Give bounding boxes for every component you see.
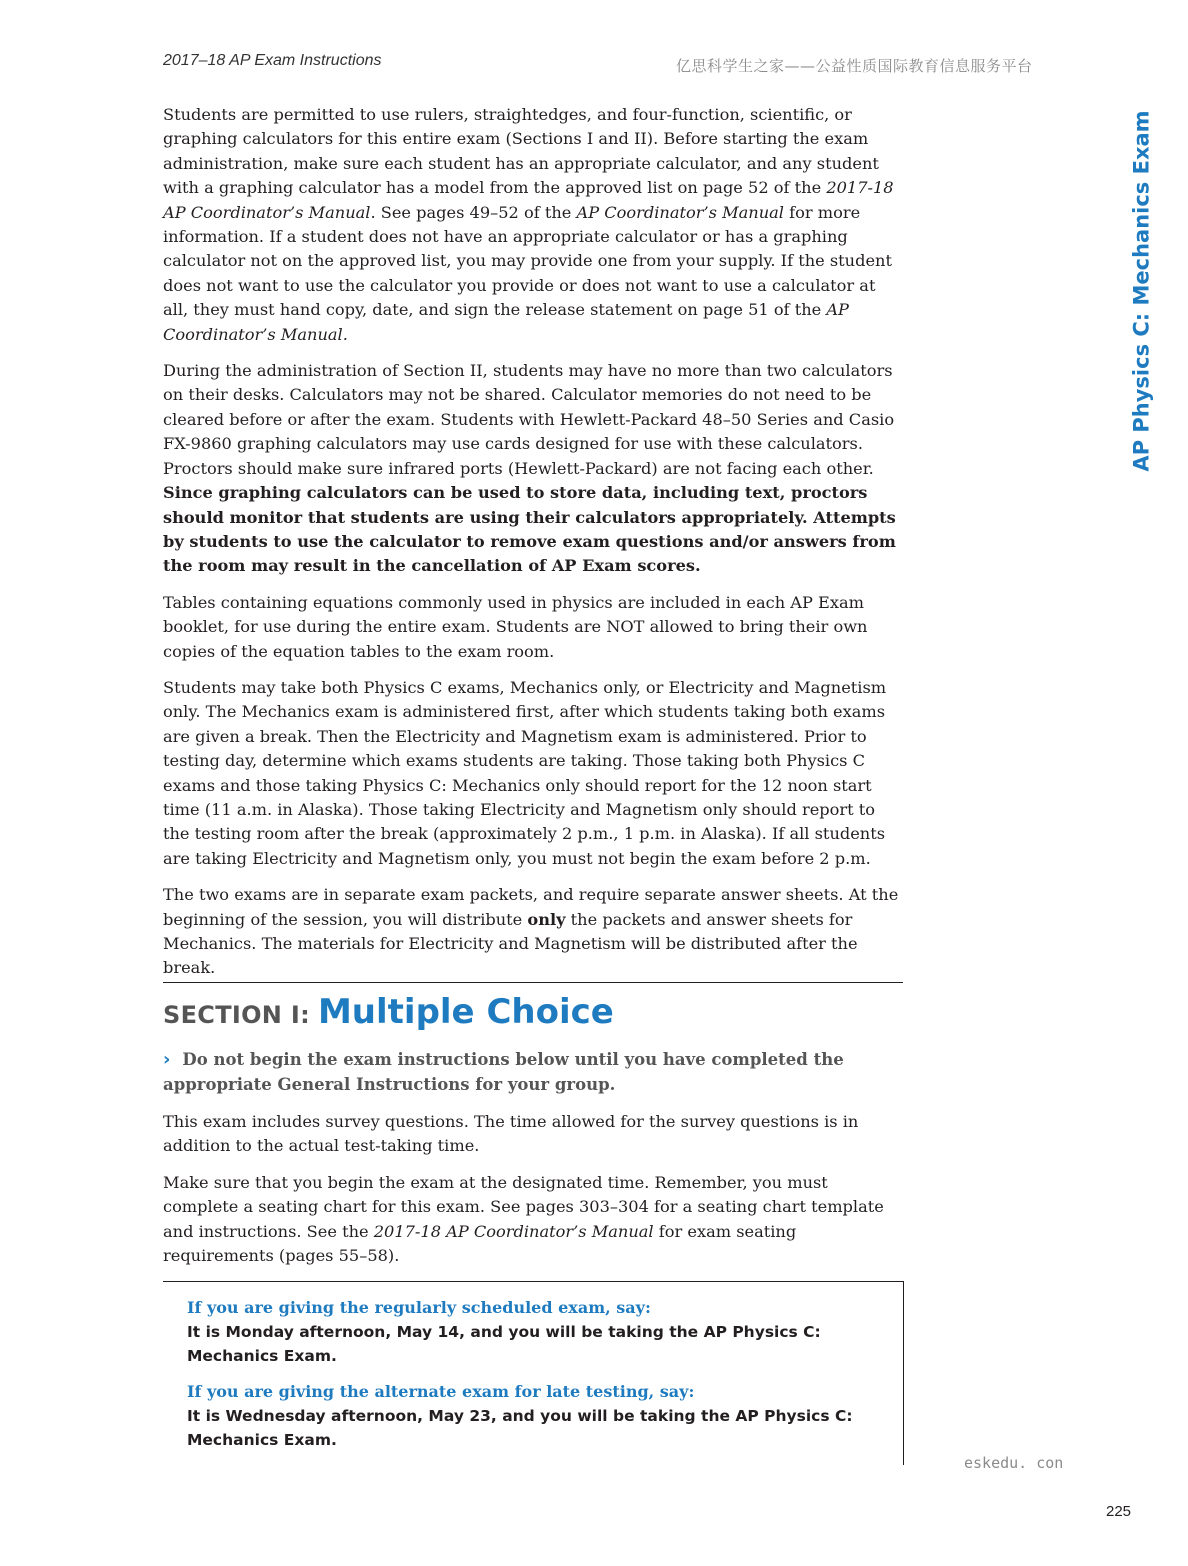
p2-text-a: During the administration of Section II, students may have no more than two calculators on their desks. Calculators may not be shared. Calculator memories do not need to be cleared before or after the exam. Students with Hewlett-Packard 48–50 Series and Casio FX-9860 graphing calculators may use cards designed for use with these calculators. Proctors should make sure infrared ports (Hewlett-Packard) are not facing each other. bbox=[163, 361, 895, 478]
paragraph-separate-packets bbox=[163, 883, 905, 981]
section-body-text bbox=[163, 1110, 905, 1280]
p5-bold-only: only bbox=[527, 909, 566, 929]
section-divider bbox=[163, 982, 903, 983]
section-heading bbox=[163, 992, 614, 1032]
p1-text-c: . See pages 49–52 of the bbox=[370, 202, 577, 222]
p1-text-e: for more information. If a student does not have an appropriate calculator or has a graphing calculator not on the approved list, you may provide one from your supply. If the student does not want to use the calculator you provide or does not want to use a calculator at all, they must hand copy, date, and sign the release statement on page 51 of the bbox=[163, 202, 892, 320]
body-text bbox=[163, 103, 905, 993]
p1-text-a: Students are permitted to use rulers, straightedges, and four-function, scientific, or graphing calculators for this entire exam (Sections I and II). Before starting the exam administration, make sure each student has an appropriate calculator, and any student with a graphing calculator has a model from the approved list on page 52 of the bbox=[163, 105, 879, 198]
callout-text: Do not begin the exam instructions below until you have completed the appropriate General Instructions for your group. bbox=[163, 1050, 844, 1094]
paragraph-equation-tables: Tables containing equations commonly used in physics are included in each AP Exam booklet, for use during the entire exam. Students are NOT allowed to bring their own copies of the equation tables to the exam room. bbox=[163, 592, 868, 661]
p1-italic-manual-title: 2017-18 AP Coordinator’s Manual bbox=[163, 178, 894, 222]
watermark-top: 亿思科学生之家——公益性质国际教育信息服务平台 bbox=[676, 57, 1033, 75]
regular-exam-intro: If you are giving the regularly scheduled exam, say: bbox=[187, 1298, 651, 1317]
section-title: Multiple Choice bbox=[317, 992, 614, 1032]
chevron-right-icon: › bbox=[163, 1049, 171, 1070]
p1-italic-manual: AP Coordinator’s Manual bbox=[576, 202, 784, 222]
alternate-exam-say: It is Wednesday afternoon, May 23, and you will be taking the AP Physics C: Mechanics Exam. bbox=[187, 1407, 853, 1449]
paragraph-calculators bbox=[163, 103, 905, 347]
paragraph-survey-questions: This exam includes survey questions. The time allowed for the survey questions is in addition to the actual test-taking time. bbox=[163, 1112, 859, 1156]
running-head: 2017–18 AP Exam Instructions bbox=[163, 52, 382, 69]
side-title bbox=[1127, 105, 1157, 477]
paragraph-exam-schedule: Students may take both Physics C exams, Mechanics only, or Electricity and Magnetism only. The Mechanics exam is administered first, after which students taking both exams are given a break. Then the Electricity and Magnetism exam is administered. Prior to testing day, determine which exams students are taking. Those taking both Physics C exams and those taking Physics C: Mechanics only should report for the 12 noon start time (11 a.m. in Alaska). Those taking Electricity and Magnetism only should report to the testing room after the break (approximately 2 p.m., 1 p.m. in Alaska). If all students are taking Electricity and Magnetism only, you must not begin the exam before 2 p.m. bbox=[163, 677, 887, 868]
script-content bbox=[187, 1296, 867, 1464]
p5-text-a: The two exams are in separate exam packets, and require separate answer sheets. At the beginning of the session, you will distribute bbox=[163, 885, 899, 929]
page-number: 225 bbox=[1106, 1503, 1132, 1520]
callout-instruction bbox=[163, 1047, 853, 1097]
watermark-bottom: eskedu. con bbox=[964, 1454, 1064, 1472]
p7-text-a: Make sure that you begin the exam at the designated time. Remember, you must complete a seating chart for this exam. See pages 303–304 for a seating chart template and instructions. See the bbox=[163, 1172, 884, 1241]
paragraph-seating-chart bbox=[163, 1171, 905, 1269]
p7-italic-manual-title: 2017-18 AP Coordinator’s Manual bbox=[373, 1221, 654, 1241]
paragraph-section-ii-calculators bbox=[163, 359, 905, 579]
regular-exam-say: It is Monday afternoon, May 14, and you will be taking the AP Physics C: Mechanics Exam. bbox=[187, 1323, 821, 1365]
p2-bold-warning: Since graphing calculators can be used to store data, including text, proctors should monitor that students are using their calculators appropriately. Attempts by students to use the calculator to remove exam questions and/or answers from the room may result in the cancellation of AP Exam scores. bbox=[163, 483, 896, 576]
script-box bbox=[163, 1281, 904, 1465]
p1-italic-manual-end: AP Coordinator’s Manual. bbox=[163, 300, 849, 344]
p7-text-c: for exam seating requirements (pages 55–58). bbox=[163, 1221, 797, 1266]
p5-text-c: the packets and answer sheets for Mechanics. The materials for Electricity and Magnetism will be distributed after the break. bbox=[163, 909, 858, 978]
side-title-text: AP Physics C: Mechanics Exam bbox=[1130, 110, 1154, 472]
alternate-exam-intro: If you are giving the alternate exam for late testing, say: bbox=[187, 1382, 695, 1401]
section-label: SECTION I: bbox=[163, 1001, 310, 1029]
